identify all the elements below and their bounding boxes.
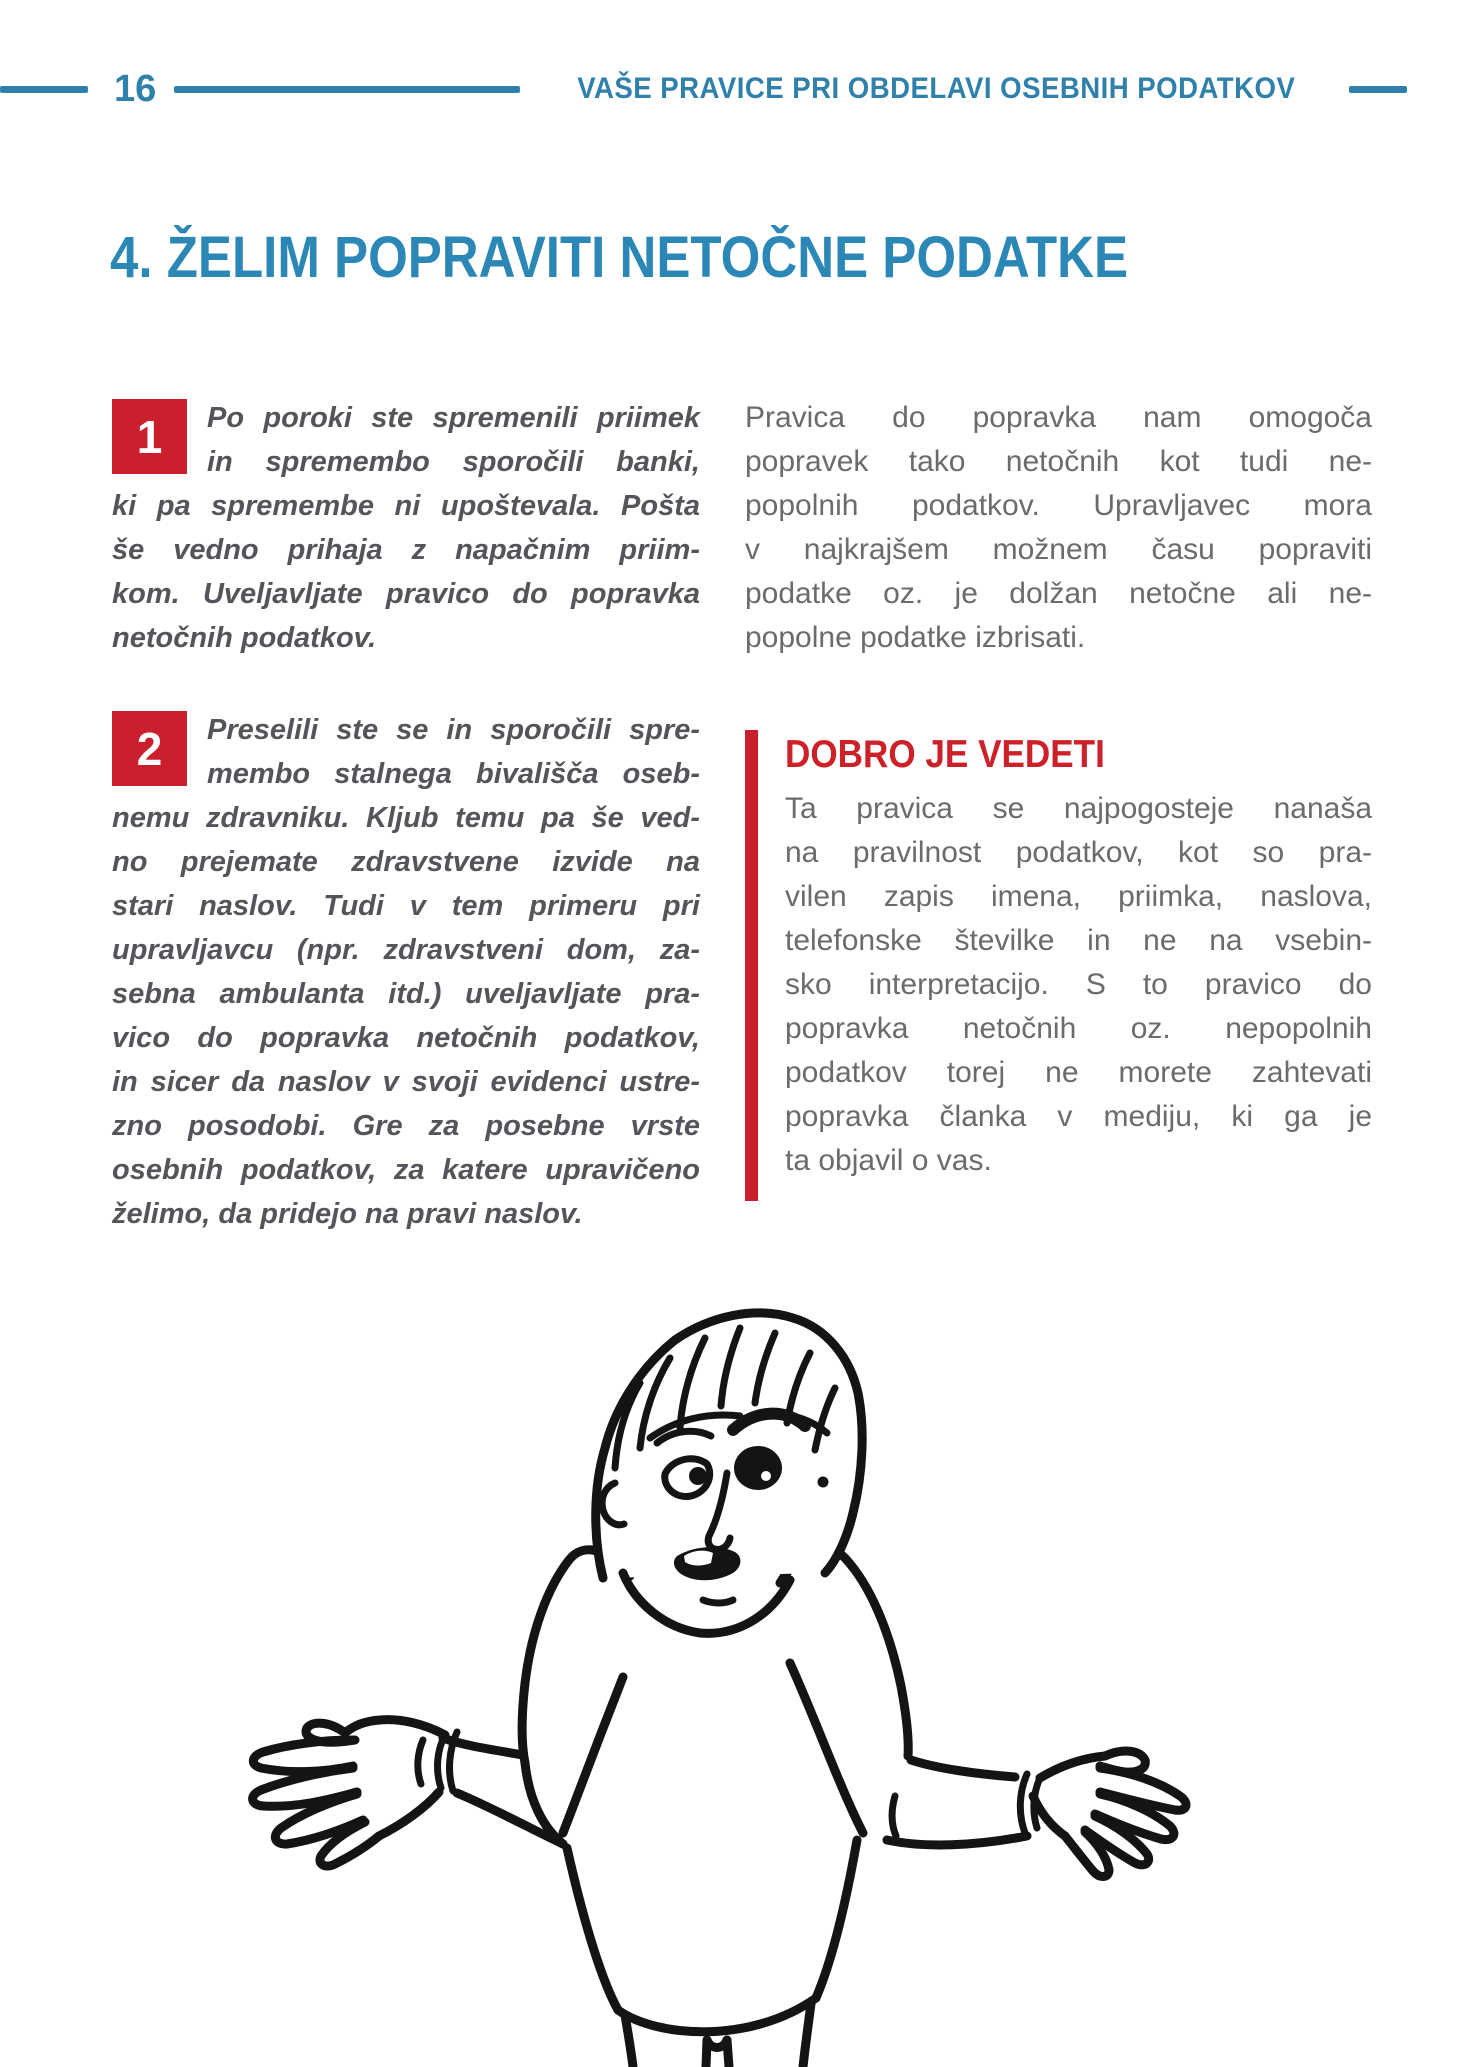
example-2-number-badge: 2 xyxy=(112,711,187,786)
example-2-text: Preselili ste se in sporočili spre- membo stalnega bivališča oseb- nemu zdravniku. Kljub temu pa še ved- no prejemate zdravstvene izvide na stari naslov. Tudi v tem primeru pri upravljavcu (npr. zdravstveni dom, za- sebna ambulanta itd.) uveljavljate pra- vico do popravka netočnih podatkov, in sicer da naslov v svoji evidenci ustre- zno posodobi. Gre za posebne vrste osebnih podatkov, za katere upravičeno želimo, da pridejo na pravi naslov. xyxy=(112,714,700,1230)
example-2 xyxy=(112,708,700,1236)
shrugging-person-illustration xyxy=(195,1288,1255,2067)
intro-paragraph: Pravica do popravka nam omogoča popravek tako netočnih kot tudi ne- popolnih podatkov. Upravljavec mora v najkrajšem možnem času popraviti podatke oz. je dolžan netočne ali ne- popolne podatke izbrisati. xyxy=(745,401,1372,654)
example-1 xyxy=(112,396,700,660)
example-1-number-badge: 1 xyxy=(112,399,187,474)
callout-text: Ta pravica se najpogosteje nanaša na pravilnost podatkov, kot so pra- vilen zapis imena, priimka, naslova, telefonske številke in ne na vsebin- sko interpretacijo. S to pravico do popravka netočnih oz. nepopolnih podatkov torej ne morete zahtevati popravka članka v mediju, ki ga je ta objavil o vas. xyxy=(785,791,1372,1177)
example-1-text: Po poroki ste spremenili priimek in spremembo sporočili banki, ki pa spremembe ni upoštevala. Pošta še vedno prihaja z napačnim priim- kom. Uveljavljate pravico do popravka netočnih podatkov. xyxy=(112,402,700,654)
header-rule-right xyxy=(1349,86,1407,93)
right-column xyxy=(745,396,1372,1236)
content-columns xyxy=(112,396,1374,1236)
page-number: 16 xyxy=(114,68,157,110)
header-rule-middle xyxy=(174,86,520,93)
callout-title: DOBRO JE VEDETI xyxy=(785,733,1105,776)
header-title: VAŠE PRAVICE PRI OBDELAVI OSEBNIH PODATKOV xyxy=(577,72,1296,105)
section-heading: 4. ŽELIM POPRAVITI NETOČNE PODATKE xyxy=(110,225,1129,290)
page-header xyxy=(0,66,1457,112)
callout-box xyxy=(745,730,1372,1201)
left-column xyxy=(112,396,700,1236)
header-rule-left xyxy=(0,86,88,93)
